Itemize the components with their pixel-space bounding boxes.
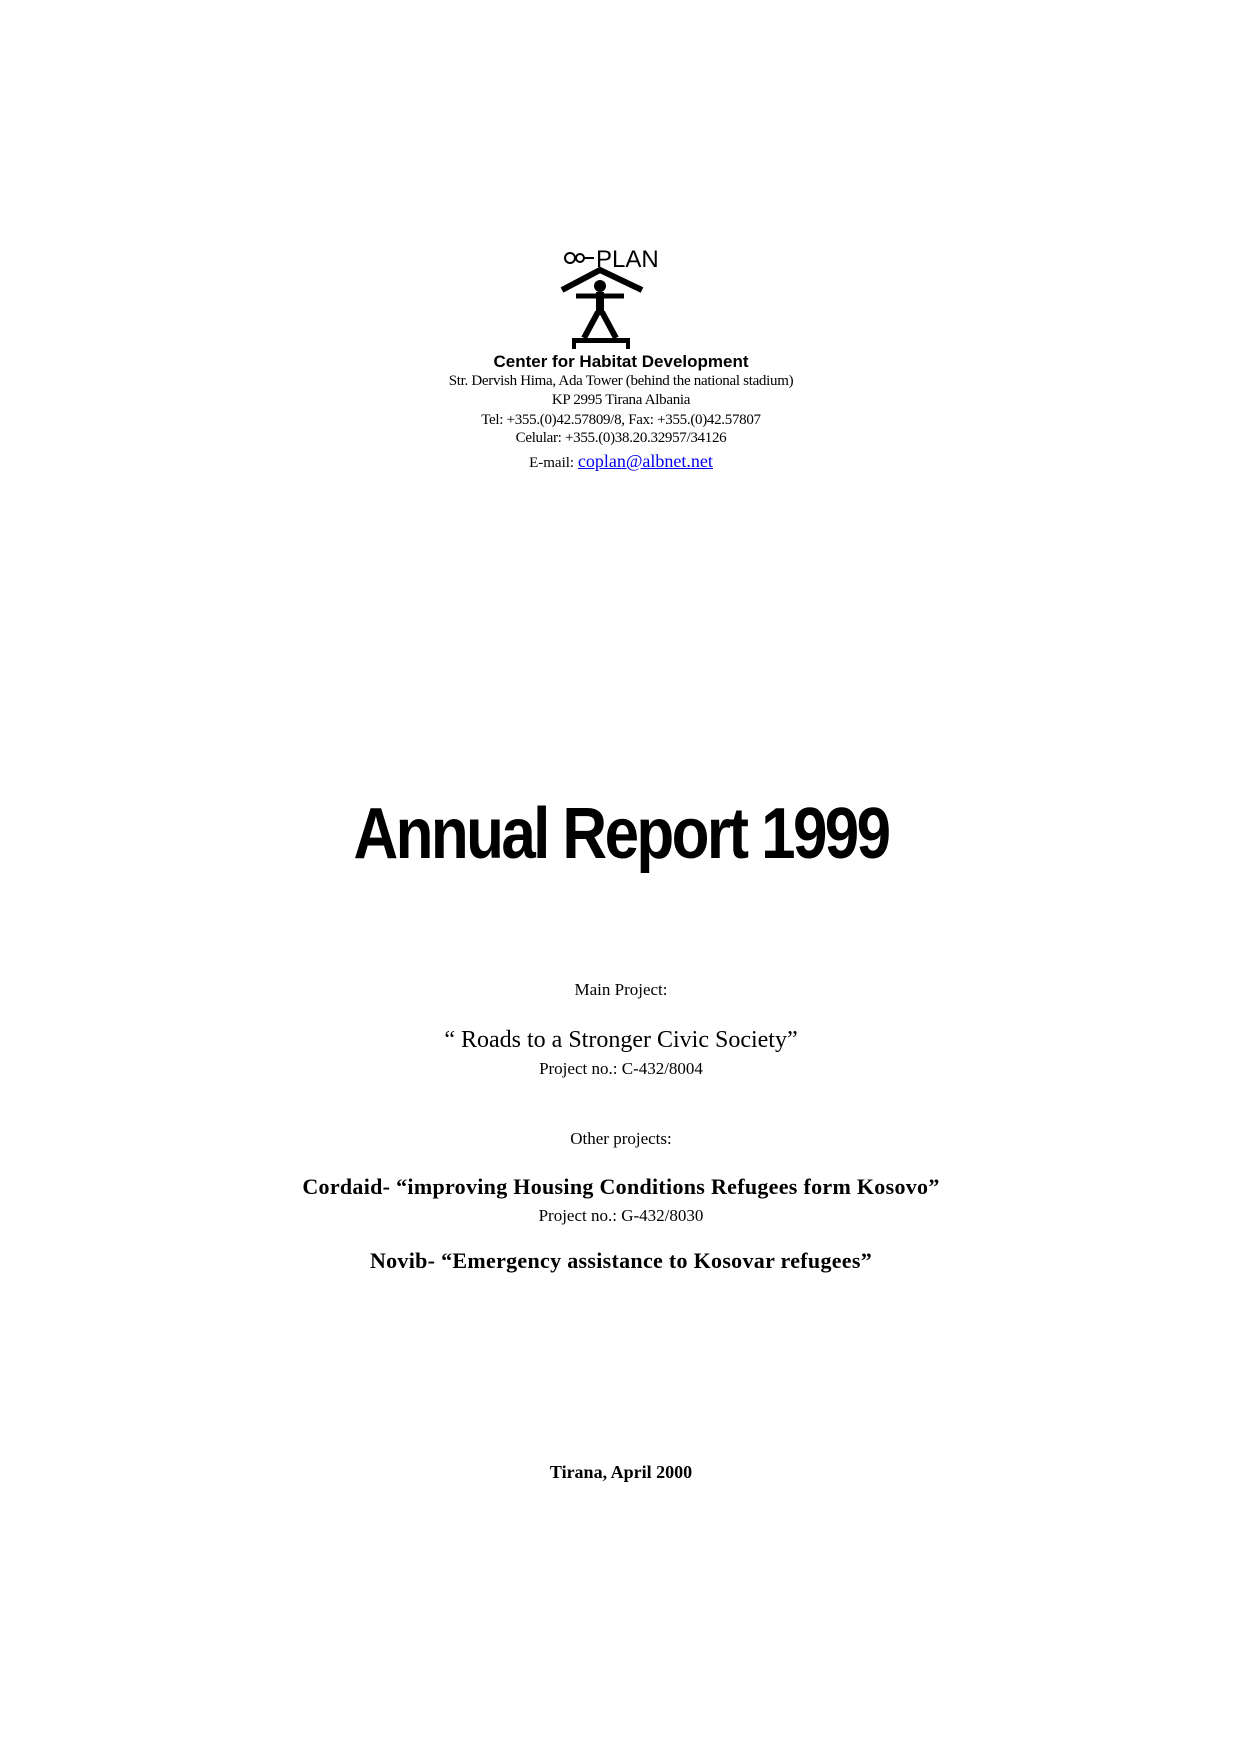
- email-link[interactable]: coplan@albnet.net: [577, 451, 713, 471]
- other-projects-label: Other projects:: [570, 1129, 672, 1148]
- email-line: [0, 451, 1242, 472]
- phone-fax: Tel: +355.(0)42.57809/8, Fax: +355.(0)42.57807: [481, 412, 761, 428]
- organization-name: Center for Habitat Development: [493, 352, 749, 371]
- cordaid-project-name: Cordaid- “improving Housing Conditions Refugees form Kosovo”: [302, 1174, 940, 1199]
- address-city: KP 2995 Tirana Albania: [551, 392, 691, 408]
- mobile-phone: Celular: +355.(0)38.20.32957/34126: [515, 430, 727, 446]
- cordaid-project-number: Project no.: G-432/8030: [538, 1206, 704, 1225]
- main-project-number: Project no.: C-432/8004: [539, 1059, 703, 1078]
- address-street: Str. Dervish Hima, Ada Tower (behind the national stadium): [448, 373, 794, 389]
- main-project-label: Main Project:: [574, 980, 668, 999]
- email-label: E-mail:: [529, 455, 578, 471]
- novib-project-name: Novib- “Emergency assistance to Kosovar refugees”: [369, 1248, 873, 1273]
- svg-text:PLAN: PLAN: [596, 246, 659, 273]
- dateline: Tirana, April 2000: [549, 1462, 693, 1482]
- coplan-logo: [560, 246, 680, 352]
- main-project-name: “ Roads to a Stronger Civic Society”: [444, 1027, 798, 1053]
- report-title: Annual Report 1999: [353, 794, 889, 874]
